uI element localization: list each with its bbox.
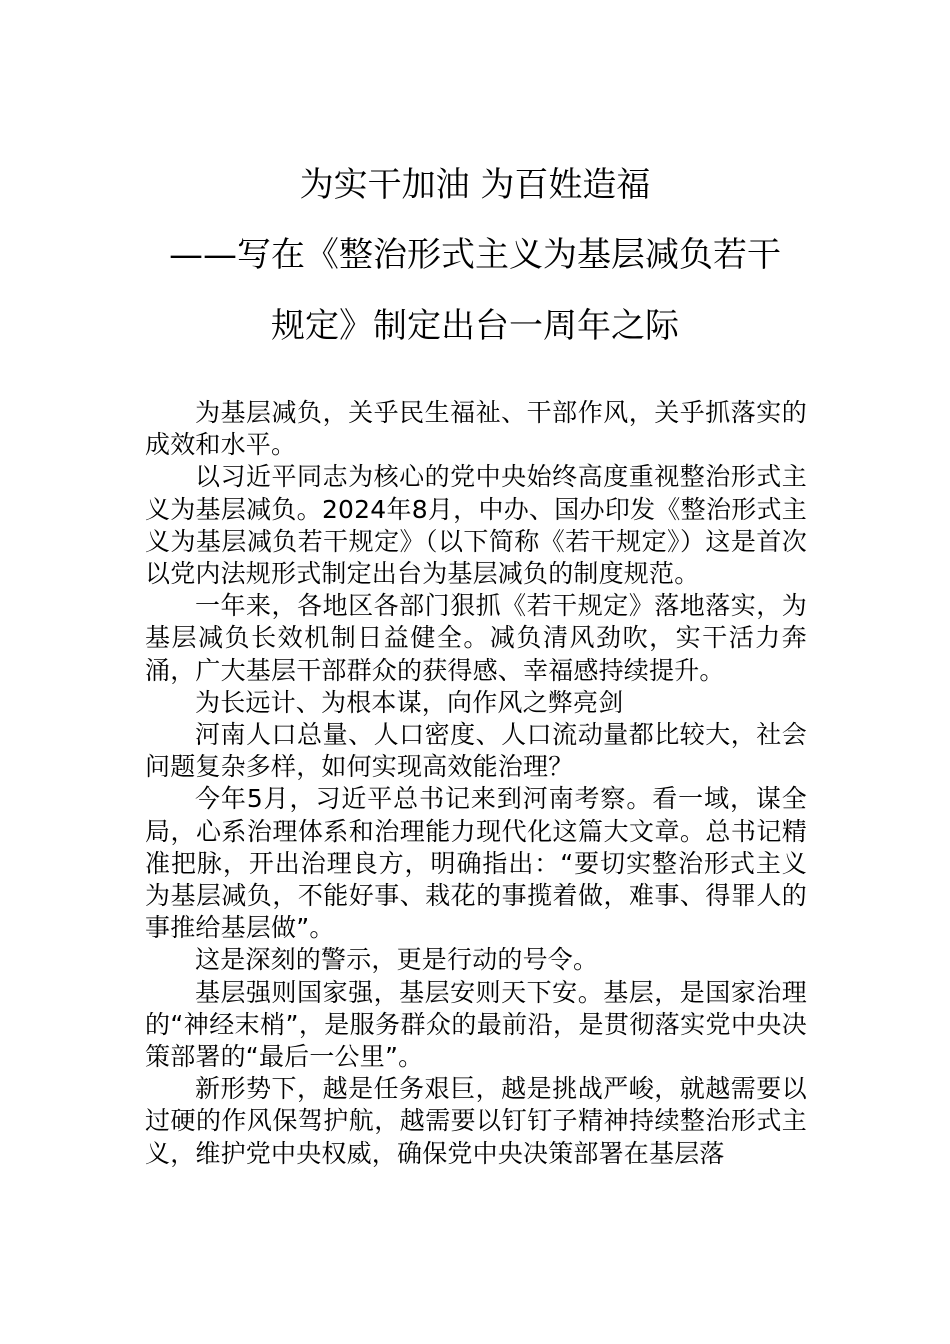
paragraph: 一年来，各地区各部门狠抓《若干规定》落地落实，为基层减负长效机制日益健全。减负清风劲吹，实干活力奔涌，广大基层干部群众的获得感、幸福感持续提升。 (145, 591, 807, 685)
section-heading: 为长远计、为根本谋，向作风之弊亮剑 (195, 687, 624, 717)
paragraph: 河南人口总量、人口密度、人口流动量都比较大，社会问题复杂多样，如何实现高效能治理？ (145, 720, 807, 782)
paragraph: 为基层减负，关乎民生福祉、干部作风，关乎抓落实的成效和水平。 (145, 398, 807, 460)
title-line-3: 规定》制定出台一周年之际 (271, 306, 679, 346)
paragraph: 基层强则国家强，基层安则天下安。基层，是国家治理的“神经末梢”，是服务群众的最前沿，是贯彻落实党中央决策部署的“最后一公里”。 (145, 977, 807, 1072)
paragraph: 这是深刻的警示，更是行动的号令。 (195, 945, 599, 975)
paragraph: 以习近平同志为核心的党中央始终高度重视整治形式主义为基层减负。2024年8月，中办、国办印发《整治形式主义为基层减负若干规定》（以下简称《若干规定》）这是首次以党内法规形式制定出台为基层减负的制度规范。 (145, 462, 807, 589)
title-line-1: 为实干加油 为百姓造福 (299, 165, 651, 205)
title-line-2: ——写在《整治形式主义为基层减负若干 (169, 235, 781, 275)
paragraph: 新形势下，越是任务艰巨，越是挑战严峻，就越需要以过硬的作风保驾护航，越需要以钉钉子精神持续整治形式主义，维护党中央权威，确保党中央决策部署在基层落 (145, 1074, 807, 1168)
paragraph: 今年5月，习近平总书记来到河南考察。看一域，谋全局，心系治理体系和治理能力现代化这篇大文章。总书记精准把脉，开出治理良方，明确指出：“要切实整治形式主义为基层减负，不能好事、栽花的事揽着做，难事、得罪人的事推给基层做”。 (145, 784, 807, 943)
article-body (145, 397, 807, 1170)
document-title (145, 160, 805, 351)
